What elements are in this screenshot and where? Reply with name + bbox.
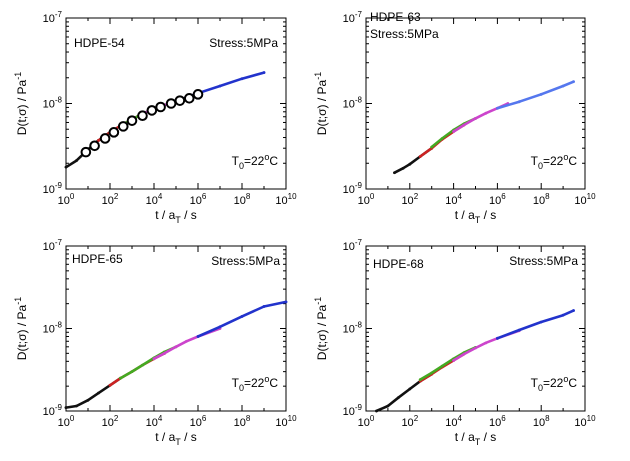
y-tick-label: $10^{-7}$: [342, 10, 362, 25]
y-tick-label: $10^{-9}$: [342, 181, 362, 196]
data-point: [153, 357, 156, 360]
open-circle-marker: [167, 99, 176, 108]
data-point: [97, 392, 100, 395]
data-point: [485, 341, 488, 344]
stress-label: Stress:5MPa: [509, 254, 578, 268]
open-circle-marker: [138, 111, 147, 120]
x-tick-label: $10^{10}$: [574, 192, 596, 207]
y-axis-label: D(t;σ) / $Pa^{-1}$: [13, 71, 29, 136]
data-point: [430, 371, 433, 374]
data-point: [562, 314, 565, 317]
x-tick-label: $10^8$: [532, 414, 550, 429]
x-tick-label: $10^{10}$: [275, 414, 297, 429]
data-point: [241, 315, 244, 318]
x-axis-label: t / $a_T$ / s: [454, 430, 497, 447]
x-tick-label: $10^0$: [57, 192, 75, 207]
open-circle-marker: [110, 128, 119, 137]
y-tick-label: $10^{-9}$: [342, 403, 362, 418]
open-circle-marker: [82, 148, 91, 157]
y-tick-label: $10^{-7}$: [342, 238, 362, 253]
data-point: [109, 384, 112, 387]
data-point: [419, 155, 422, 158]
data-point: [485, 112, 488, 115]
stress-label: Stress:5MPa: [211, 254, 280, 268]
data-point: [75, 159, 78, 162]
x-axis-label: t / $a_T$ / s: [155, 430, 197, 447]
data-point: [285, 301, 288, 304]
data-point: [219, 325, 222, 328]
data-point: [87, 399, 90, 402]
data-point: [572, 309, 575, 312]
open-circle-marker: [156, 103, 165, 112]
y-tick-label: $10^{-9}$: [42, 181, 62, 196]
y-tick-label: $10^{-7}$: [42, 10, 62, 25]
panel-label: HDPE-54: [74, 36, 125, 50]
x-tick-label: $10^2$: [101, 192, 119, 207]
data-point: [408, 163, 411, 166]
x-tick-label: $10^{10}$: [574, 414, 596, 429]
open-circle-marker: [148, 106, 157, 115]
x-tick-label: $10^4$: [145, 192, 163, 207]
open-circle-marker: [90, 142, 99, 151]
chart-panel-3: [13, 238, 297, 447]
data-point: [375, 410, 378, 413]
x-tick-label: $10^6$: [489, 192, 506, 207]
data-point: [241, 77, 244, 80]
data-point: [175, 345, 178, 348]
data-point: [393, 171, 396, 174]
x-tick-label: $10^8$: [233, 192, 251, 207]
x-tick-label: $10^0$: [357, 192, 375, 207]
data-point: [441, 365, 444, 368]
data-point: [185, 340, 188, 343]
data-point: [65, 166, 68, 169]
x-axis-label: t / $a_T$ / s: [454, 208, 497, 225]
x-tick-label: $10^0$: [357, 414, 375, 429]
data-point: [119, 377, 122, 380]
x-tick-label: $10^2$: [101, 414, 119, 429]
x-tick-label: $10^2$: [401, 192, 419, 207]
data-point: [397, 396, 400, 399]
y-tick-label: $10^{-7}$: [42, 238, 62, 253]
data-point: [141, 364, 144, 367]
data-series-4: [454, 331, 520, 361]
stress-label: Stress:5MPa: [209, 36, 278, 50]
data-point: [452, 130, 455, 133]
x-tick-label: $10^4$: [445, 192, 462, 207]
data-point: [163, 352, 166, 355]
open-circle-marker: [185, 94, 194, 103]
data-point: [441, 137, 444, 140]
stress-label: Stress:5MPa: [370, 27, 439, 41]
x-tick-label: $10^{10}$: [275, 192, 297, 207]
y-tick-label: $10^{-8}$: [342, 320, 362, 336]
data-point: [402, 167, 405, 170]
temperature-label: $T_0=22^oC$: [530, 374, 577, 393]
data-point: [540, 321, 543, 324]
panel-label: HDPE-63: [370, 10, 421, 24]
panel-label: HDPE-68: [373, 257, 424, 271]
y-axis-label: D(t;σ) / $Pa^{-1}$: [313, 296, 329, 361]
data-point: [263, 71, 266, 74]
x-tick-label: $10^6$: [189, 192, 207, 207]
data-point: [408, 388, 411, 391]
open-circle-marker: [128, 116, 137, 125]
x-tick-label: $10^6$: [489, 414, 506, 429]
data-point: [463, 124, 466, 127]
y-tick-label: $10^{-9}$: [42, 403, 62, 418]
open-circle-marker: [176, 96, 185, 105]
data-point: [496, 337, 499, 340]
open-circle-marker: [119, 122, 128, 131]
data-point: [263, 305, 266, 308]
x-tick-label: $10^8$: [532, 192, 550, 207]
x-axis-label: t / $a_T$ / s: [155, 208, 197, 225]
y-tick-label: $10^{-8}$: [42, 320, 62, 336]
open-circle-marker: [194, 90, 203, 99]
data-point: [518, 100, 521, 103]
x-tick-label: $10^8$: [233, 414, 251, 429]
data-point: [474, 117, 477, 120]
open-circle-marker: [101, 134, 110, 143]
x-tick-label: $10^4$: [445, 414, 462, 429]
temperature-label: $T_0=22^oC$: [231, 152, 278, 171]
chart-panel-2: [313, 10, 596, 225]
chart-panel-4: [313, 238, 596, 447]
y-tick-label: $10^{-8}$: [342, 95, 362, 111]
temperature-label: $T_0=22^oC$: [231, 374, 278, 393]
y-axis-label: D(t;σ) / $Pa^{-1}$: [313, 71, 329, 136]
data-point: [518, 329, 521, 332]
x-tick-label: $10^2$: [401, 414, 419, 429]
x-tick-label: $10^0$: [57, 414, 75, 429]
chart-panel-1: [13, 10, 297, 225]
data-point: [131, 370, 134, 373]
y-axis-label: D(t;σ) / $Pa^{-1}$: [13, 296, 29, 361]
data-point: [387, 405, 390, 408]
data-point: [562, 85, 565, 88]
data-point: [75, 405, 78, 408]
data-point: [496, 107, 499, 110]
data-point: [430, 146, 433, 149]
temperature-label: $T_0=22^oC$: [530, 152, 577, 171]
data-point: [463, 353, 466, 356]
data-point: [452, 359, 455, 362]
data-point: [419, 378, 422, 381]
data-point: [540, 93, 543, 96]
x-tick-label: $10^4$: [145, 414, 163, 429]
panel-label: HDPE-65: [72, 252, 123, 266]
data-point: [219, 85, 222, 88]
data-point: [65, 406, 68, 409]
y-tick-label: $10^{-8}$: [42, 95, 62, 111]
data-series-5: [198, 302, 286, 337]
data-point: [572, 80, 575, 83]
data-point: [474, 347, 477, 350]
data-point: [197, 335, 200, 338]
x-tick-label: $10^6$: [189, 414, 207, 429]
